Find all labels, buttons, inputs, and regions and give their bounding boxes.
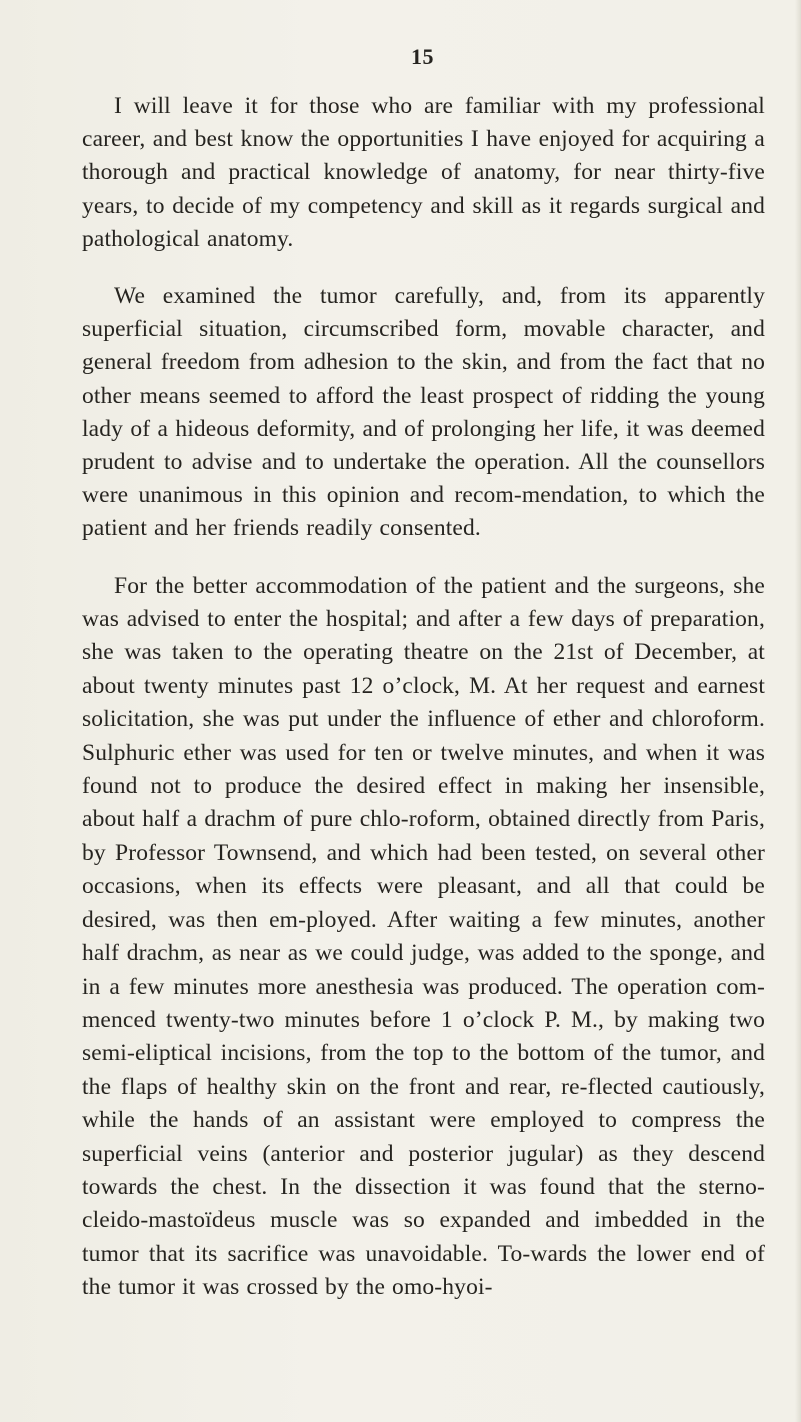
page-edge-shadow [795, 0, 801, 1422]
paragraph-2: We examined the tumor carefully, and, from its apparently superficial situation, circumscribed form, movable character, and general freedom from adhesion to the skin, and from the fact that no other means seemed to afford the least prospect of ridding the young lady of a hideous deformity, and of prolonging her life, it was deemed prudent to advise and to undertake the operation. All the counsellors were unanimous in this opinion and recom-mendation, to which the patient and her friends readily consented. [82, 283, 765, 542]
body-text [82, 90, 765, 1305]
page-number: 15 [411, 44, 434, 69]
paragraph-1: I will leave it for those who are familiar with my professional career, and best know the opportunities I have enjoyed for acquiring a thorough and practical knowledge of anatomy, for near thirty-five years, to decide of my competency and skill as it regards surgical and pathological anatomy. [82, 93, 765, 252]
paragraph-3: For the better accommodation of the patient and the surgeons, she was advised to enter the hospital; and after a few days of preparation, she was taken to the operating theatre on the 21st of December, at about twenty minutes past 12 o’clock, M. At her request and earnest solicitation, she was put under the influence of ether and chloroform. Sulphuric ether was used for ten or twelve minutes, and when it was found not to produce the desired effect in making her insensible, about half a drachm of pure chlo-roform, obtained directly from Paris, by Professor Townsend, and which had been tested, on several other occasions, when its effects were pleasant, and all that could be desired, was then em-ployed. After waiting a few minutes, another half drachm, as near as we could judge, was added to the sponge, and in a few minutes more anesthesia was produced. The operation com-menced twenty-two minutes before 1 o’clock P. M., by making two semi-eliptical incisions, from the top to the bottom of the tumor, and the flaps of healthy skin on the front and rear, re-flected cautiously, while the hands of an assistant were employed to compress the superficial veins (anterior and posterior jugular) as they descend towards the chest. In the dissection it was found that the sterno-cleido-mastoïdeus muscle was so expanded and imbedded in the tumor that its sacrifice was unavoidable. To-wards the lower end of the tumor it was crossed by the omo-hyoi- [82, 572, 765, 1301]
